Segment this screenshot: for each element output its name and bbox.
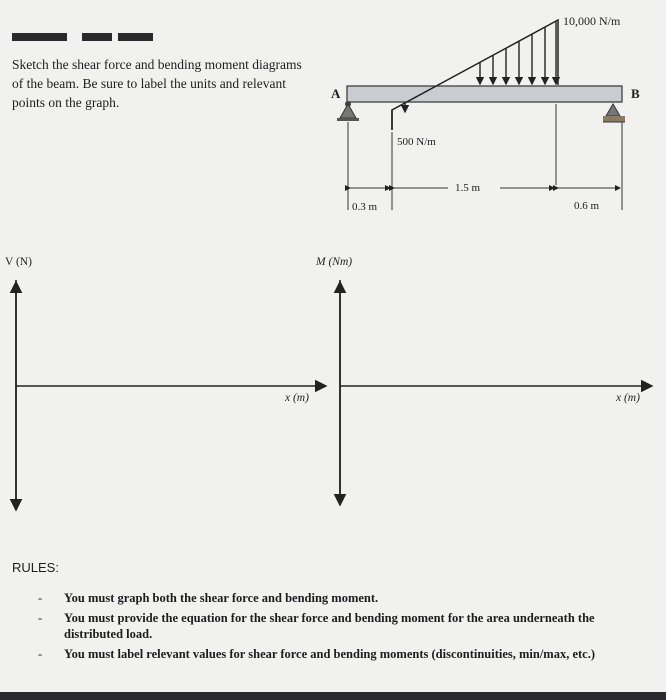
rule-item: - You must graph both the shear force and bending moment. <box>38 591 379 605</box>
load-min-label: 500 N/m <box>397 136 436 148</box>
rules-list <box>38 590 628 666</box>
moment-axes <box>340 280 652 505</box>
dim-right-label: 0.6 m <box>574 200 600 212</box>
support-b-label: B <box>631 86 640 101</box>
shear-x-label: x (m) <box>285 392 309 404</box>
support-b-roller <box>603 104 625 122</box>
dimension-lines <box>348 104 622 210</box>
rules-heading: RULES: <box>12 560 59 575</box>
problem-instruction: Sketch the shear force and bending moment diagrams of the beam. Be sure to label the units and relevant points on the graph. <box>12 57 302 110</box>
dim-middle-label: 1.5 m <box>455 182 481 194</box>
shear-y-label: V (N) <box>5 256 32 268</box>
bottom-edge <box>0 692 666 700</box>
dim-left-label: 0.3 m <box>352 201 378 213</box>
beam <box>347 86 622 102</box>
shear-axes <box>16 280 326 510</box>
load-max-label: 10,000 N/m <box>563 14 621 28</box>
rule-item: - You must label relevant values for shear force and bending moments (discontinuities, min/max, etc.) <box>38 647 596 661</box>
moment-x-label: x (m) <box>616 392 640 404</box>
support-a-pin <box>337 101 359 121</box>
rule-item: - You must provide the equation for the shear force and bending moment for the area underneath the distributed load. <box>38 611 595 641</box>
support-a-label: A <box>331 86 341 101</box>
moment-y-label: M (Nm) <box>316 256 353 268</box>
distributed-load-outline <box>392 20 558 130</box>
